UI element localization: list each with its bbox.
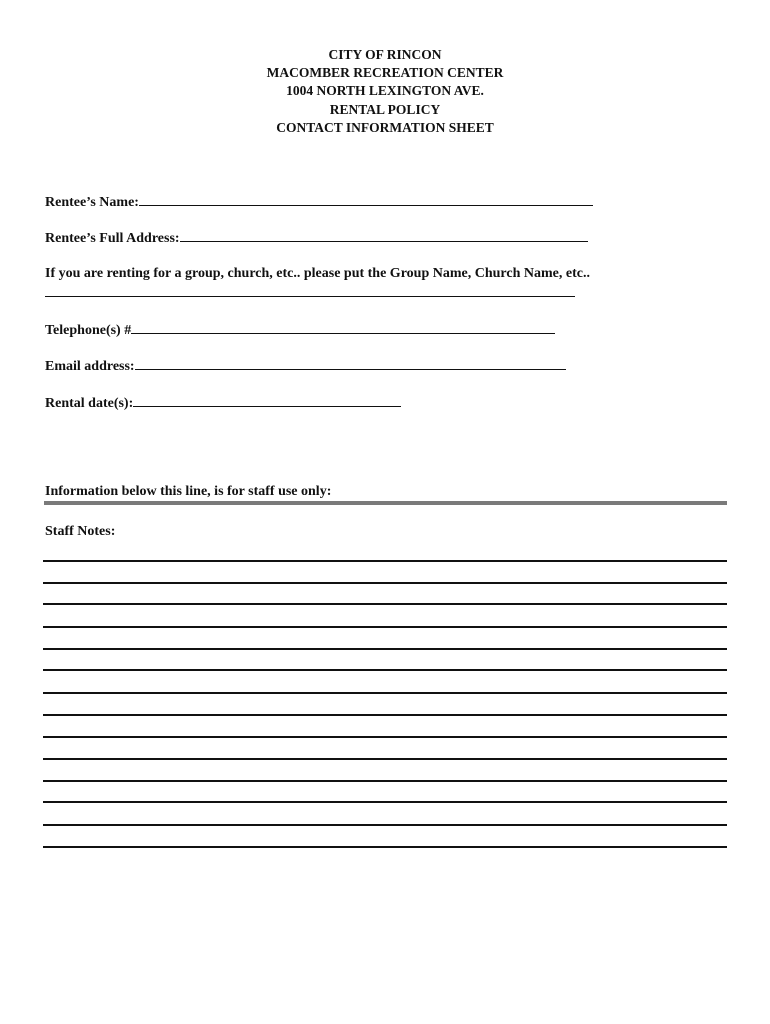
staff-notes-line[interactable] xyxy=(43,582,727,584)
policy-title: RENTAL POLICY xyxy=(329,101,441,117)
staff-notes-line[interactable] xyxy=(43,758,727,760)
email-row xyxy=(45,356,566,376)
staff-notes-line[interactable] xyxy=(43,603,727,605)
staff-notes-line[interactable] xyxy=(43,692,727,694)
staff-use-heading: Information below this line, is for staff use only: xyxy=(45,484,332,499)
email-field[interactable] xyxy=(135,356,566,370)
staff-notes-label: Staff Notes: xyxy=(45,524,116,539)
group-name-label: If you are renting for a group, church, etc.. please put the Group Name, Church Name, etc.. xyxy=(45,266,590,281)
city-name: CITY OF RINCON xyxy=(328,47,442,62)
staff-notes-line[interactable] xyxy=(43,669,727,671)
telephone-field[interactable] xyxy=(131,320,555,334)
staff-notes-line[interactable] xyxy=(43,648,727,650)
staff-notes-line[interactable] xyxy=(43,780,727,782)
rentee-name-row xyxy=(45,192,593,212)
staff-divider xyxy=(44,501,727,505)
center-address: 1004 NORTH LEXINGTON AVE. xyxy=(286,83,484,99)
telephone-label: Telephone(s) # xyxy=(45,323,132,338)
document-header xyxy=(0,46,770,137)
group-name-field[interactable] xyxy=(45,283,575,297)
rental-dates-field[interactable] xyxy=(133,393,401,407)
email-label: Email address: xyxy=(45,359,135,374)
rentee-name-field[interactable] xyxy=(139,192,593,206)
staff-notes-line[interactable] xyxy=(43,801,727,803)
rental-dates-label: Rental date(s): xyxy=(45,396,134,411)
telephone-row xyxy=(45,320,555,340)
rentee-address-field[interactable] xyxy=(180,228,588,242)
group-name-row xyxy=(45,264,665,303)
staff-notes-line[interactable] xyxy=(43,714,727,716)
staff-notes-line[interactable] xyxy=(43,846,727,848)
center-name: MACOMBER RECREATION CENTER xyxy=(266,65,504,81)
rentee-address-label: Rentee’s Full Address: xyxy=(45,231,180,246)
rental-dates-row xyxy=(45,393,401,413)
rentee-address-row xyxy=(45,228,588,248)
rentee-name-label: Rentee’s Name: xyxy=(45,195,139,210)
sheet-title: CONTACT INFORMATION SHEET xyxy=(276,119,494,135)
staff-notes-line[interactable] xyxy=(43,824,727,826)
staff-notes-line[interactable] xyxy=(43,736,727,738)
staff-notes-line[interactable] xyxy=(43,626,727,628)
staff-notes-line[interactable] xyxy=(43,560,727,562)
